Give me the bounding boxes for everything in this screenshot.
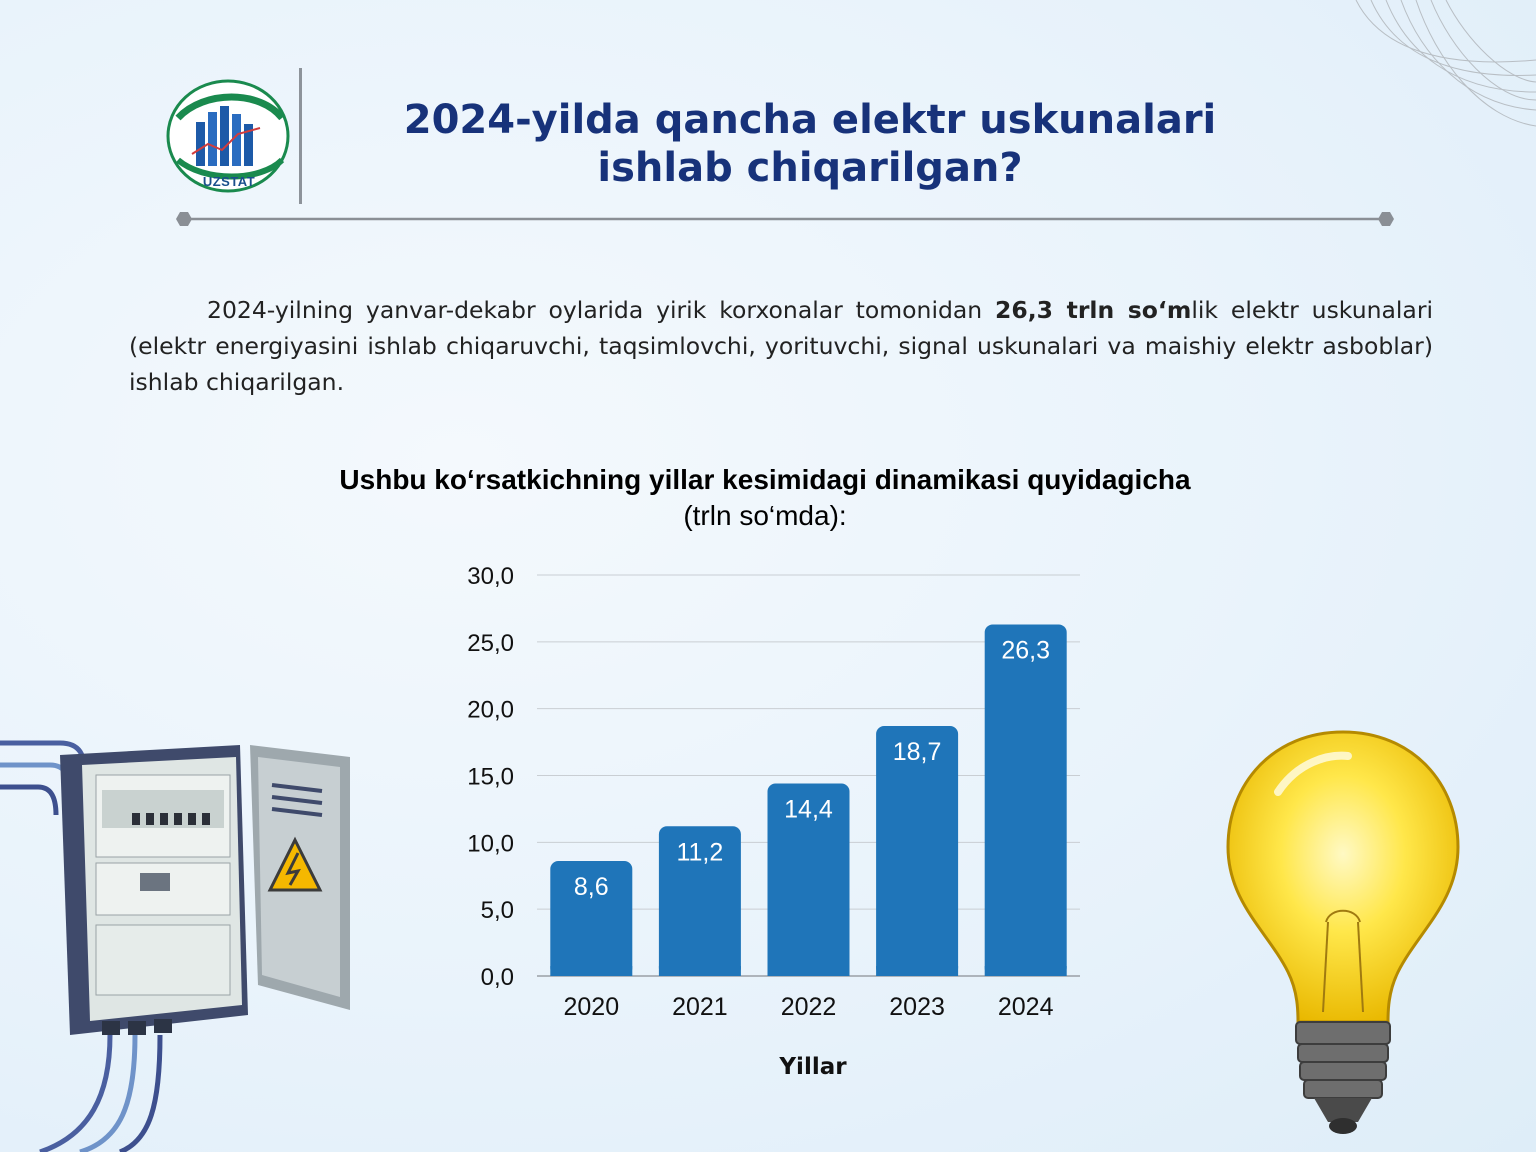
- intro-text-after: lik elektr uskunalari (elektr energiyasini ishlab chiqaruvchi, taqsimlovchi, yorituvchi, signal uskunalari va maishiy elektr asboblar) ishlab chiqarilgan.: [129, 296, 1434, 396]
- bar-base: [985, 966, 1067, 976]
- bar-base: [876, 966, 958, 976]
- bar-value-label: 11,2: [676, 838, 724, 867]
- y-tick-label: 0,0: [480, 964, 514, 991]
- bar-value-label: 18,7: [892, 738, 942, 767]
- x-tick-label: 2024: [997, 993, 1054, 1021]
- logo-text: UZSTAT: [202, 174, 256, 189]
- light-bulb-illustration: [1218, 722, 1468, 1152]
- x-tick-label: 2023: [889, 993, 945, 1021]
- bar-base: [659, 966, 741, 976]
- header-separator: [299, 68, 302, 204]
- decorative-swirl: [1336, 0, 1536, 130]
- x-axis-label: Yillar: [779, 1054, 847, 1080]
- bar-chart: [440, 555, 1100, 1030]
- y-tick-label: 25,0: [467, 629, 514, 657]
- y-tick-label: 20,0: [467, 696, 514, 724]
- bar-value-label: 8,6: [573, 873, 609, 902]
- y-tick-label: 10,0: [467, 830, 514, 858]
- x-tick-label: 2021: [672, 993, 728, 1021]
- chart-title: [330, 462, 1200, 534]
- chart-title-unit: (trln so‘mda):: [683, 500, 847, 531]
- bar-value-label: 14,4: [784, 795, 833, 824]
- title-line-1: 2024-yilda qancha elektr uskunalari: [403, 97, 1217, 143]
- y-tick-label: 30,0: [467, 563, 514, 590]
- bar: [985, 624, 1067, 976]
- x-tick-label: 2022: [780, 993, 837, 1021]
- bar-base: [550, 966, 632, 976]
- title-divider: [174, 208, 1396, 230]
- bar-base: [768, 966, 850, 976]
- intro-paragraph: [129, 292, 1433, 400]
- page-title: [360, 96, 1260, 192]
- title-line-2: ishlab chiqarilgan?: [597, 145, 1023, 191]
- y-tick-label: 5,0: [480, 897, 514, 925]
- intro-text-before: 2024-yilning yanvar-dekabr oylarida yirik korxonalar tomonidan: [207, 296, 996, 324]
- bar-value-label: 26,3: [1001, 636, 1051, 665]
- intro-highlight-value: 26,3 trln so‘m: [995, 296, 1192, 324]
- chart-title-text: Ushbu ko‘rsatkichning yillar kesimidagi dinamikasi quyidagicha: [339, 464, 1191, 495]
- y-tick-label: 15,0: [467, 763, 514, 791]
- x-tick-label: 2020: [563, 993, 620, 1021]
- electrical-panel-illustration: [0, 735, 360, 1152]
